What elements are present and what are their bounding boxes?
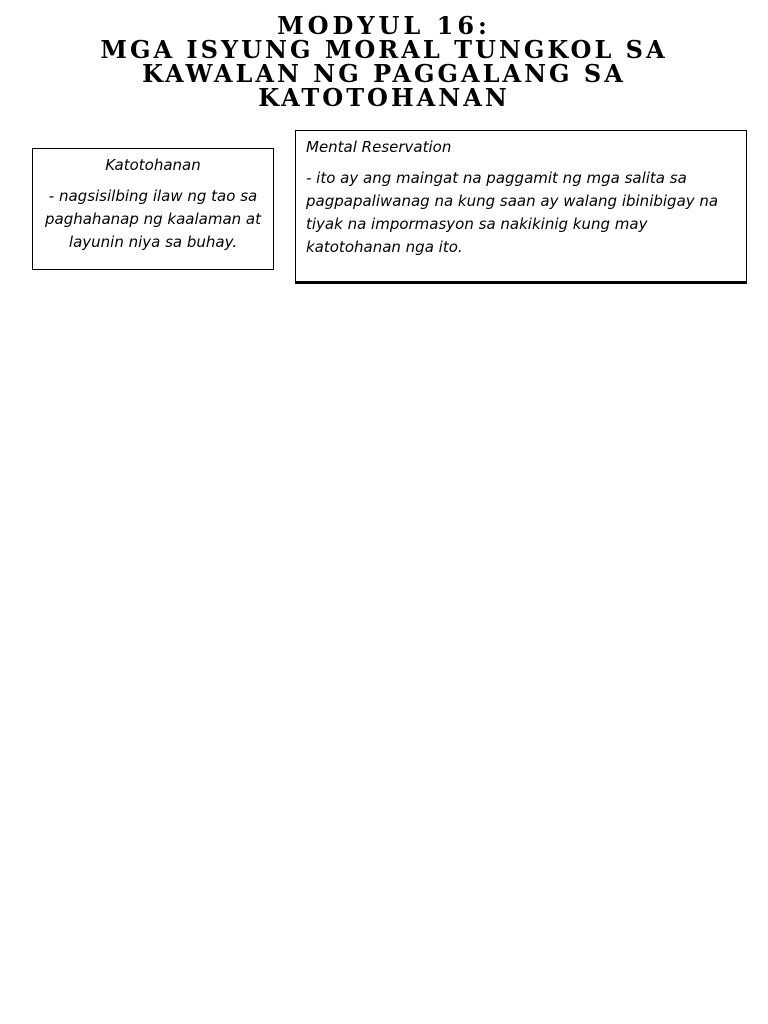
module-title [40, 11, 728, 112]
card-heading: Mental Reservation [306, 138, 452, 156]
title-line-4: KATOTOHANAN [258, 83, 510, 112]
card-body: - nagsisilbing ilaw ng tao sa paghahanap ng kaalaman at layunin niya sa buhay. [45, 187, 261, 251]
title-line-module-number: MODYUL 16: [277, 11, 491, 40]
definition-card-katotohanan [32, 148, 274, 270]
card-heading: Katotohanan [105, 156, 201, 174]
title-line-2: MGA ISYUNG MORAL TUNGKOL SA [100, 35, 668, 64]
card-body: - ito ay ang maingat na paggamit ng mga salita sa pagpapaliwanag na kung saan ay walang ibinibigay na tiyak na impormasyon sa nakikinig kung may katotohanan nga ito. [306, 169, 719, 256]
title-line-3: KAWALAN NG PAGGALANG SA [142, 59, 626, 88]
definition-card-mental-reservation [295, 130, 747, 282]
